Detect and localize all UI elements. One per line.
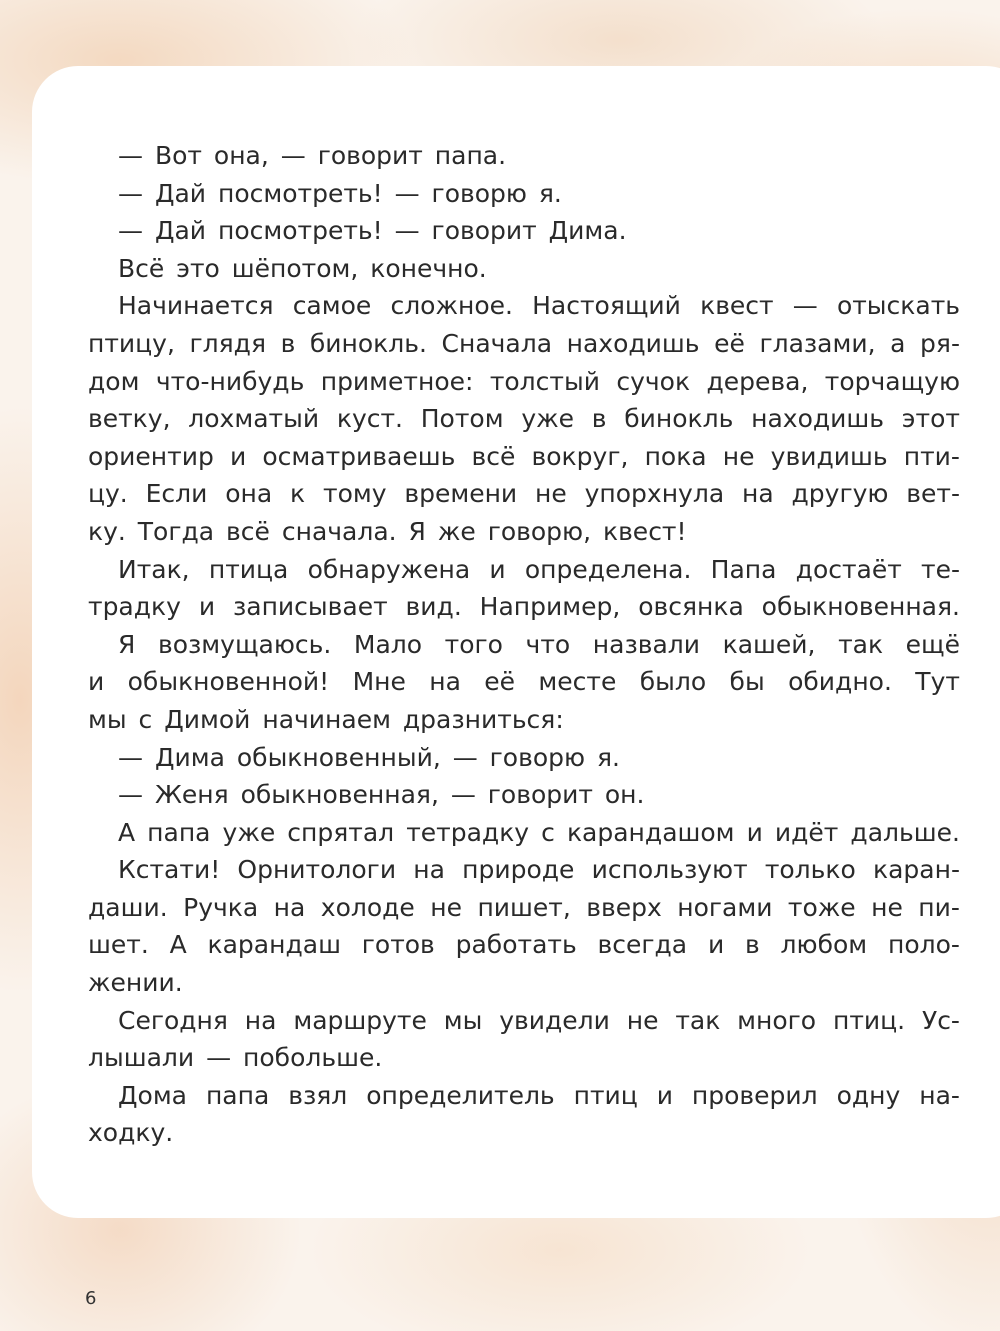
word: что-нибудь bbox=[155, 366, 305, 396]
word: на bbox=[413, 855, 445, 885]
page-text bbox=[88, 137, 960, 1152]
word: достаёт bbox=[795, 554, 902, 584]
word: вверх bbox=[586, 892, 662, 922]
text-line: — Дай посмотреть! — говорит Дима. bbox=[118, 216, 627, 246]
word: птица bbox=[208, 554, 289, 584]
word: Если bbox=[145, 479, 208, 509]
word: уже bbox=[222, 817, 276, 847]
word: её bbox=[484, 667, 516, 697]
text-line: — Женя обыкновенная, — говорит он. bbox=[118, 780, 645, 810]
word: используют bbox=[591, 855, 748, 885]
word: бинокль bbox=[624, 404, 734, 434]
word: Мне bbox=[352, 667, 406, 697]
word: ря- bbox=[920, 328, 960, 358]
word: птицу, bbox=[88, 328, 175, 358]
word: квест bbox=[700, 291, 774, 321]
word: Мало bbox=[353, 629, 423, 659]
word: идёт bbox=[774, 817, 839, 847]
word: а bbox=[890, 328, 906, 358]
word: вид. bbox=[405, 592, 462, 622]
page-number: 6 bbox=[85, 1288, 97, 1309]
word: холоде bbox=[320, 892, 415, 922]
word: на bbox=[244, 1005, 277, 1035]
text-line bbox=[88, 475, 960, 513]
word: приметное: bbox=[320, 366, 474, 396]
word: что bbox=[525, 629, 571, 659]
word: определитель bbox=[366, 1080, 555, 1110]
word: овсянка bbox=[638, 592, 744, 622]
word: всё bbox=[471, 441, 516, 471]
word: взял bbox=[288, 1080, 348, 1110]
word: пишет, bbox=[477, 892, 571, 922]
word: так bbox=[675, 1005, 721, 1035]
word: всегда bbox=[597, 930, 688, 960]
word: обидно. bbox=[788, 667, 892, 697]
word: с bbox=[541, 817, 555, 847]
word: Кстати! bbox=[118, 855, 221, 885]
word: осматриваешь bbox=[262, 441, 456, 471]
word: так bbox=[838, 629, 884, 659]
word: отыскать bbox=[836, 291, 960, 321]
word: уже bbox=[521, 404, 575, 434]
word: каран- bbox=[872, 855, 960, 885]
word: не bbox=[626, 1005, 659, 1035]
word: пи- bbox=[918, 892, 960, 922]
word: маршруте bbox=[293, 1005, 427, 1035]
word: работать bbox=[455, 930, 577, 960]
word: папа bbox=[205, 1080, 270, 1110]
word: в bbox=[280, 328, 296, 358]
word: спрятал bbox=[287, 817, 395, 847]
word: птиц bbox=[573, 1080, 638, 1110]
word: времени bbox=[404, 479, 518, 509]
word: не bbox=[430, 892, 462, 922]
word: её bbox=[714, 328, 745, 358]
word: дом bbox=[88, 366, 140, 396]
word: Орнитологи bbox=[237, 855, 397, 885]
word: находишь bbox=[566, 328, 700, 358]
text-line bbox=[88, 287, 960, 325]
word: на bbox=[273, 892, 306, 922]
text-line: мы с Димой начинаем дразниться: bbox=[88, 704, 564, 734]
word: не bbox=[871, 892, 903, 922]
word: Папа bbox=[710, 554, 777, 584]
word: упорхнула bbox=[584, 479, 725, 509]
text-line: лышали — побольше. bbox=[88, 1043, 383, 1073]
text-line: — Вот она, — говорит папа. bbox=[118, 141, 507, 170]
word: в bbox=[745, 930, 760, 960]
word: возмущаюсь. bbox=[157, 629, 332, 659]
word: на- bbox=[919, 1080, 960, 1110]
text-line bbox=[88, 400, 960, 438]
word: дальше. bbox=[850, 817, 960, 847]
text-line bbox=[88, 663, 960, 701]
word: было bbox=[639, 667, 707, 697]
word: кашей, bbox=[722, 629, 816, 659]
word: цу. bbox=[88, 479, 128, 509]
word: к bbox=[290, 479, 306, 509]
word: птиц. bbox=[832, 1005, 906, 1035]
word: Например, bbox=[479, 592, 621, 622]
word: лохматый bbox=[188, 404, 320, 434]
word: Ус- bbox=[921, 1005, 960, 1035]
text-line bbox=[88, 1077, 960, 1115]
text-line bbox=[88, 851, 960, 889]
word: не bbox=[722, 441, 755, 471]
word: папа bbox=[147, 817, 211, 847]
word: только bbox=[764, 855, 856, 885]
word: бинокль. bbox=[309, 328, 427, 358]
word: и bbox=[229, 441, 247, 471]
word: куст. bbox=[336, 404, 403, 434]
word: и bbox=[746, 817, 763, 847]
word: Ручка bbox=[183, 892, 259, 922]
word: мы bbox=[443, 1005, 483, 1035]
word: ветку, bbox=[88, 404, 171, 434]
text-line: ку. Тогда всё сначала. Я же говорю, квест! bbox=[88, 516, 687, 546]
word: и bbox=[656, 1080, 673, 1110]
text-line bbox=[88, 588, 960, 626]
word: шет. bbox=[88, 930, 149, 960]
text-line bbox=[88, 926, 960, 964]
word: одну bbox=[836, 1080, 901, 1110]
word: тоже bbox=[787, 892, 856, 922]
text-line: Всё это шёпотом, конечно. bbox=[118, 253, 487, 283]
word: обнаружена bbox=[307, 554, 471, 584]
word: Я bbox=[118, 629, 136, 659]
word: Итак, bbox=[118, 554, 190, 584]
text-line bbox=[88, 363, 960, 401]
word: самое bbox=[292, 291, 372, 321]
word: любом bbox=[780, 930, 868, 960]
text-line bbox=[88, 551, 960, 589]
word: торчащую bbox=[824, 366, 960, 396]
word: даши. bbox=[88, 892, 168, 922]
word: находишь bbox=[751, 404, 885, 434]
word: те- bbox=[921, 554, 960, 584]
word: Сначала bbox=[441, 328, 553, 358]
word: А bbox=[118, 817, 136, 847]
word: тому bbox=[323, 479, 387, 509]
word: глядя bbox=[189, 328, 266, 358]
word: записывает bbox=[232, 592, 388, 622]
word: глазами, bbox=[759, 328, 876, 358]
word: и bbox=[489, 554, 506, 584]
word: сучок bbox=[616, 366, 691, 396]
word: пти- bbox=[903, 441, 960, 471]
word: поло- bbox=[887, 930, 960, 960]
text-line: — Дима обыкновенный, — говорю я. bbox=[118, 742, 620, 772]
word: определена. bbox=[524, 554, 692, 584]
word: природе bbox=[462, 855, 575, 885]
text-line: ходку. bbox=[88, 1118, 174, 1148]
word: не bbox=[535, 479, 567, 509]
word: бы bbox=[729, 667, 765, 697]
word: карандаш bbox=[207, 930, 341, 960]
word: в bbox=[591, 404, 607, 434]
word: вет- bbox=[906, 479, 960, 509]
word: она bbox=[225, 479, 273, 509]
text-line bbox=[88, 889, 960, 927]
word: увидели bbox=[499, 1005, 610, 1035]
word: на bbox=[429, 667, 461, 697]
text-line: жении. bbox=[88, 968, 183, 998]
word: ориентир bbox=[88, 441, 214, 471]
text-line bbox=[88, 814, 960, 852]
word: обыкновенная. bbox=[761, 592, 960, 622]
text-line bbox=[88, 325, 960, 363]
word: проверил bbox=[691, 1080, 818, 1110]
word: этот bbox=[901, 404, 960, 434]
word: традку bbox=[88, 592, 181, 622]
word: Настоящий bbox=[532, 291, 681, 321]
word: Сегодня bbox=[118, 1005, 228, 1035]
text-line bbox=[88, 1002, 960, 1040]
word: увидишь bbox=[770, 441, 888, 471]
word: тетрадку bbox=[406, 817, 530, 847]
word: сложное. bbox=[390, 291, 513, 321]
word: готов bbox=[361, 930, 435, 960]
word: Потом bbox=[420, 404, 504, 434]
word: ногами bbox=[677, 892, 773, 922]
word: дерева, bbox=[706, 366, 809, 396]
word: другую bbox=[791, 479, 889, 509]
word: — bbox=[792, 291, 818, 321]
word: на bbox=[742, 479, 774, 509]
word: толстый bbox=[489, 366, 600, 396]
word: вокруг, bbox=[531, 441, 629, 471]
word: назвали bbox=[592, 629, 701, 659]
word: обыкновенной! bbox=[127, 667, 330, 697]
word: и bbox=[88, 667, 105, 697]
word: много bbox=[737, 1005, 817, 1035]
text-line bbox=[88, 438, 960, 476]
word: того bbox=[444, 629, 503, 659]
word: Дома bbox=[118, 1080, 188, 1110]
word: карандашом bbox=[566, 817, 735, 847]
word: месте bbox=[538, 667, 617, 697]
word: и bbox=[707, 930, 725, 960]
word: Тут bbox=[915, 667, 960, 697]
word: ещё bbox=[905, 629, 960, 659]
text-line bbox=[88, 626, 960, 664]
word: Начинается bbox=[118, 291, 274, 321]
word: и bbox=[198, 592, 216, 622]
word: пока bbox=[644, 441, 707, 471]
text-line: — Дай посмотреть! — говорю я. bbox=[118, 178, 562, 208]
word: А bbox=[169, 930, 187, 960]
